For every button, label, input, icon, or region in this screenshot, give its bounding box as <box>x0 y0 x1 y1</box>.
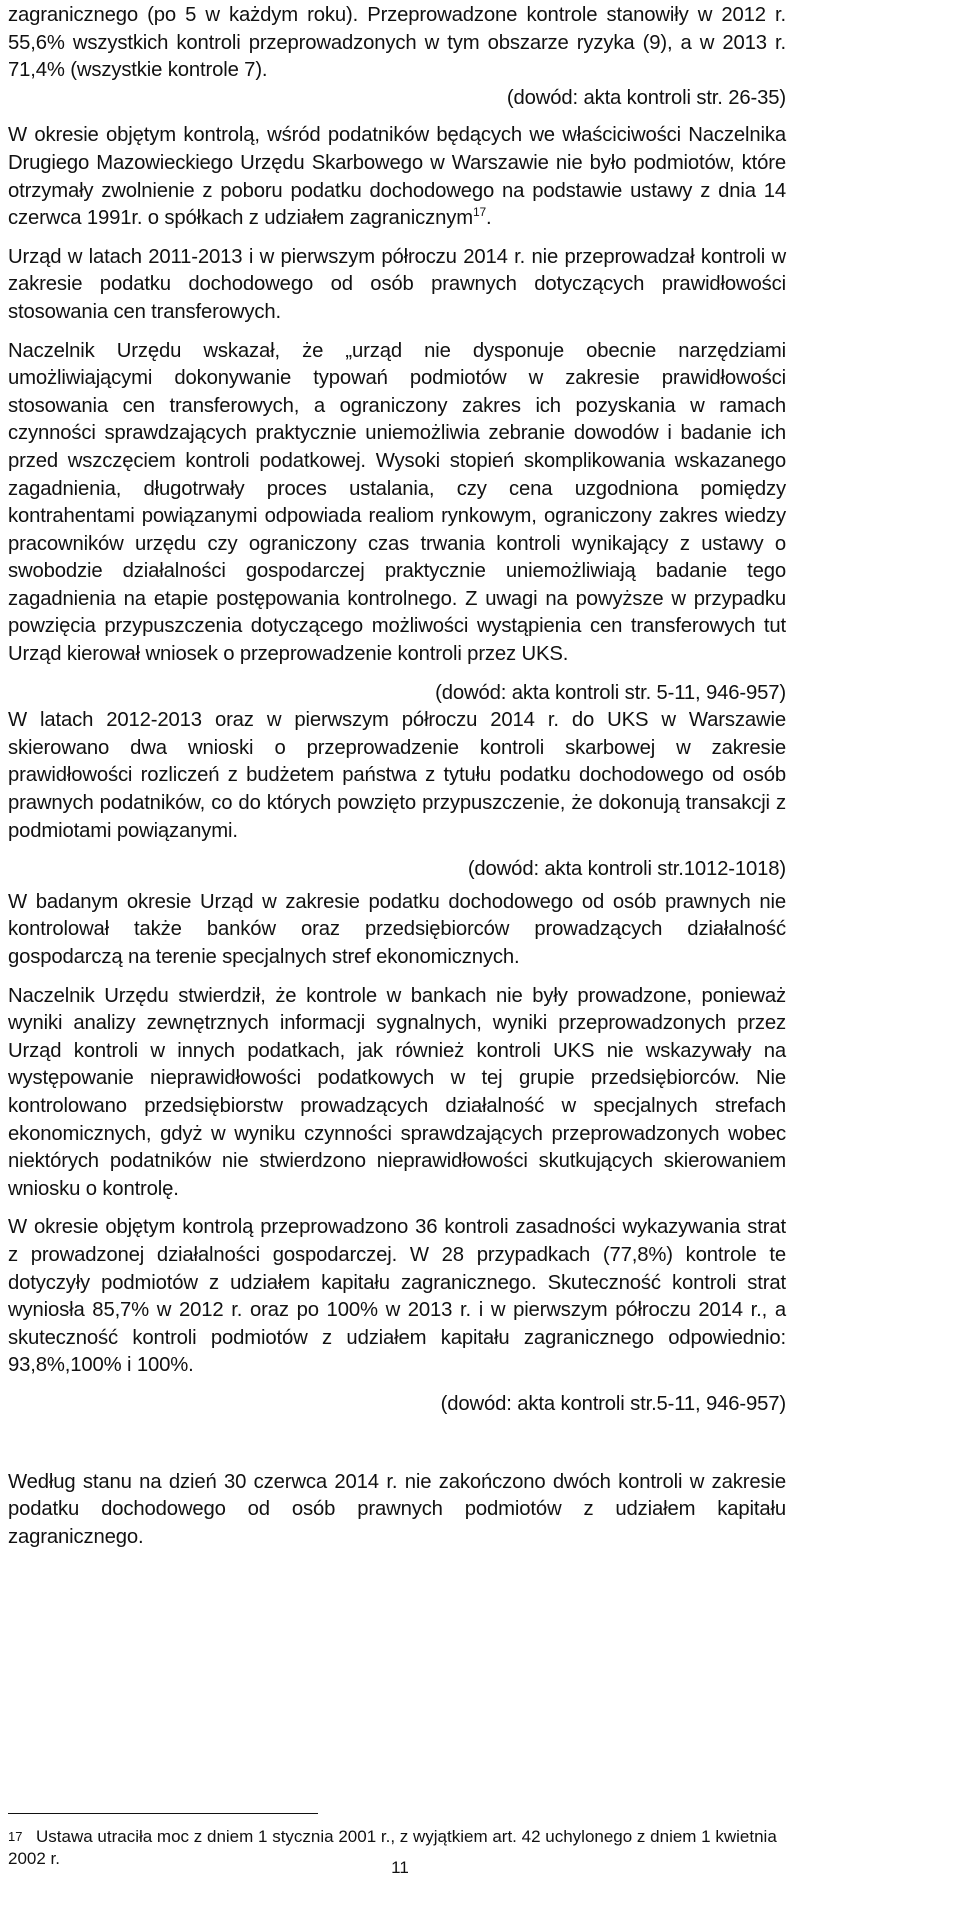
paragraph-loss-controls: W okresie objętym kontrolą przeprowadzono 36 kontroli zasadności wykazywania strat z prowadzonej działalności gospodarczej. W 28 przypadkach (77,8%) kontrole te dotyczyły podmiotów z udziałem kapitału zagranicznego. Skuteczność kontroli strat wyniosła 85,7% w 2012 r. oraz po 100% w 2013 r. i w pierwszym półroczu 2014 r., a skuteczność kontroli podmiotów z udziałem kapitału zagranicznego odpowiednio: 93,8%,100% i 100%. <box>8 1216 786 1377</box>
paragraph-transfer-pricing: Urząd w latach 2011-2013 i w pierwszym półroczu 2014 r. nie przeprowadzał kontroli w zakresie podatku dochodowego od osób prawnych dotyczących prawidłowości stosowania cen transferowych. <box>8 245 786 323</box>
footnote-number: 17 <box>8 1829 23 1844</box>
paragraph-uks-requests: W latach 2012-2013 oraz w pierwszym półroczu 2014 r. do UKS w Warszawie skierowano dwa wnioski o przeprowadzenie kontroli skarbowej w zakresie prawidłowości rozliczeń z budżetem państwa z tytułu podatku dochodowego od osób prawnych podatników, co do których powzięto przypuszczenie, że dokonują transakcji z podmiotami powiązanymi. <box>8 709 786 842</box>
paragraph-banks-explanation: Naczelnik Urzędu stwierdził, że kontrole w bankach nie były prowadzone, ponieważ wyniki analizy zewnętrznych informacji sygnalnych, wyniki przeprowadzonych przez Urząd kontroli w innych podatkach, jak również kontroli UKS nie wskazywały na występowanie nieprawidłowości podatkowych w tej grupie przedsiębiorców. Nie kontrolowano przedsiębiorstw prowadzących działalność w specjalnych strefach ekonomicznych, gdyż w wyniku czynności sprawdzających przeprowadzonych wobec niektórych podatników nie stwierdzono nieprawidłowości skutkujących skierowaniem wniosku o kontrolę. <box>8 984 786 1200</box>
paragraph-foreign-capital-controls: zagranicznego (po 5 w każdym roku). Przeprowadzone kontrole stanowiły w 2012 r. 55,6% wszystkich kontroli przeprowadzonych w tym obszarze ryzyka (9), a w 2013 r. 71,4% (wszystkie kontrole 7). <box>8 4 786 82</box>
evidence-reference: (dowód: akta kontroli str. 5-11, 946-957) <box>435 681 786 704</box>
paragraph-head-statement: Naczelnik Urzędu wskazał, że „urząd nie dysponuje obecnie narzędziami umożliwiającymi dokonywanie typowań podmiotów w zakresie prawidłowości stosowania cen transferowych, a ograniczony zakres ich pozyskania w ramach czynności sprawdzających praktycznie uniemożliwia zebranie dowodów i badanie ich przed wszczęciem kontroli podatkowej. Wysoki stopień skomplikowania wskazanego zagadnienia, długotrwały proces ustalania, czy cena uzgodniona pomiędzy kontrahentami powiązanymi odpowiada realiom rynkowym, ograniczony zakres wiedzy pracowników urzędu czy ograniczony czas trwania kontroli wynikający z ustawy o swobodzie działalności gospodarczej praktycznie uniemożliwiają badanie tego zagadnienia na etapie postępowania kontrolnego. Z uwagi na powyższe w przypadku powzięcia przypuszczenia dotyczącego możliwości wystąpienia cen transferowych tut Urząd kierował wniosek o przeprowadzenie kontroli przez UKS. <box>8 339 786 666</box>
paragraph-exemptions <box>8 122 786 232</box>
document-page <box>8 0 786 1551</box>
evidence-reference: (dowód: akta kontroli str.1012-1018) <box>467 858 786 881</box>
paragraph-banks-zones: W badanym okresie Urząd w zakresie podatku dochodowego od osób prawnych nie kontrolował także banków oraz przedsiębiorców prowadzących działalność gospodarczą na terenie specjalnych stref ekonomicznych. <box>8 890 786 968</box>
paragraph-exemptions-text: W okresie objętym kontrolą, wśród podatników będących we właściciwości Naczelnika Drugiego Mazowieckiego Urzędu Skarbowego w Warszawie nie było podmiotów, które otrzymały zwolnienie z poboru podatku dochodowego na podstawie ustawy z dnia 14 czerwca 1991r. o spółkach z udziałem zagranicznym <box>8 124 786 230</box>
evidence-reference: (dowód: akta kontroli str. 26-35) <box>506 86 786 109</box>
footnote-separator <box>8 1813 318 1814</box>
footnote-text: Ustawa utraciła moc z dniem 1 stycznia 2001 r., z wyjątkiem art. 42 uchylonego z dniem 1 kwietnia 2002 r. <box>8 1827 777 1868</box>
page-number: 11 <box>391 1858 409 1877</box>
paragraph-unfinished-controls: Według stanu na dzień 30 czerwca 2014 r. nie zakończono dwóch kontroli w zakresie podatku dochodowego od osób prawnych podmiotów z udziałem kapitału zagranicznego. <box>8 1470 786 1548</box>
footnote-reference: 17 <box>472 205 487 220</box>
paragraph-exemptions-end: . <box>486 207 492 230</box>
evidence-reference: (dowód: akta kontroli str.5-11, 946-957) <box>440 1392 786 1415</box>
